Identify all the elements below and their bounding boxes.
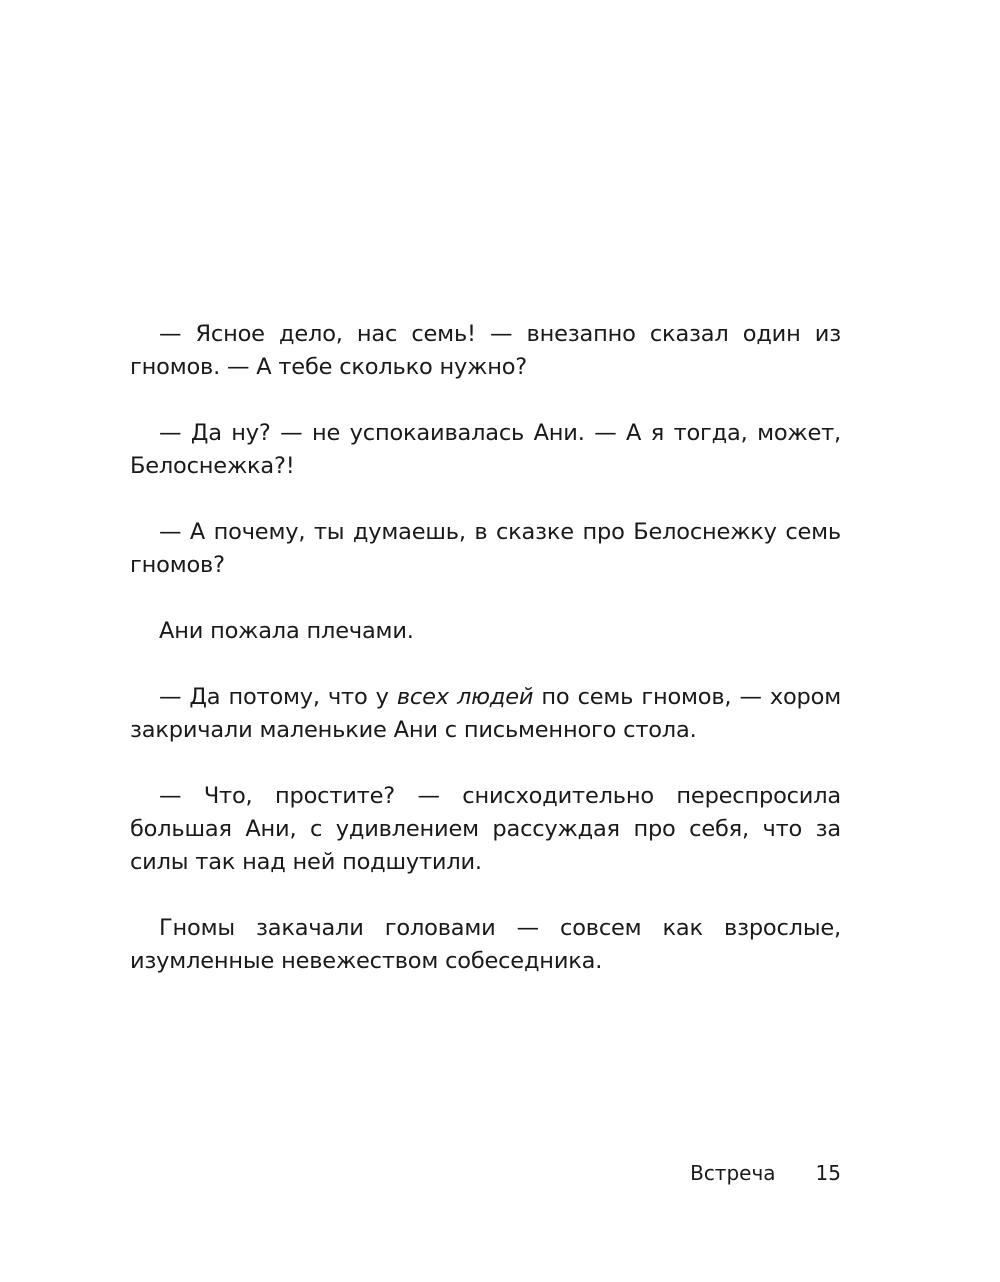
paragraph-5-end: по семь гномов, — хором закричали маленькие Ани с письменного стола. xyxy=(130,684,841,743)
paragraph-3: — А почему, ты думаешь, в сказке про Белоснежку семь гномов? xyxy=(130,519,841,578)
paragraph-2: — Да ну? — не успокаивалась Ани. — А я тогда, может, Белоснежка?! xyxy=(130,420,841,479)
paragraph-5-emphasis: всех людей xyxy=(396,684,534,710)
section-title: Встреча xyxy=(690,1161,776,1185)
paragraph-5 xyxy=(130,681,841,747)
paragraph-4: Ани пожала плечами. xyxy=(159,618,414,644)
running-footer xyxy=(690,1158,841,1188)
paragraph-1: — Ясное дело, нас семь! — внезапно сказал один из гномов. — А тебе сколько нужно? xyxy=(130,321,841,380)
body-text xyxy=(130,318,841,1011)
paragraph-6: — Что, простите? — снисходительно переспросила большая Ани, с удивлением рассуждая про себя, что за силы так над ней подшутили. xyxy=(130,783,841,875)
page-number: 15 xyxy=(815,1161,841,1185)
paragraph-7: Гномы закачали головами — совсем как взрослые, изумленные невежеством собеседника. xyxy=(130,915,841,974)
paragraph-5-start: — Да потому, что у xyxy=(159,684,397,710)
